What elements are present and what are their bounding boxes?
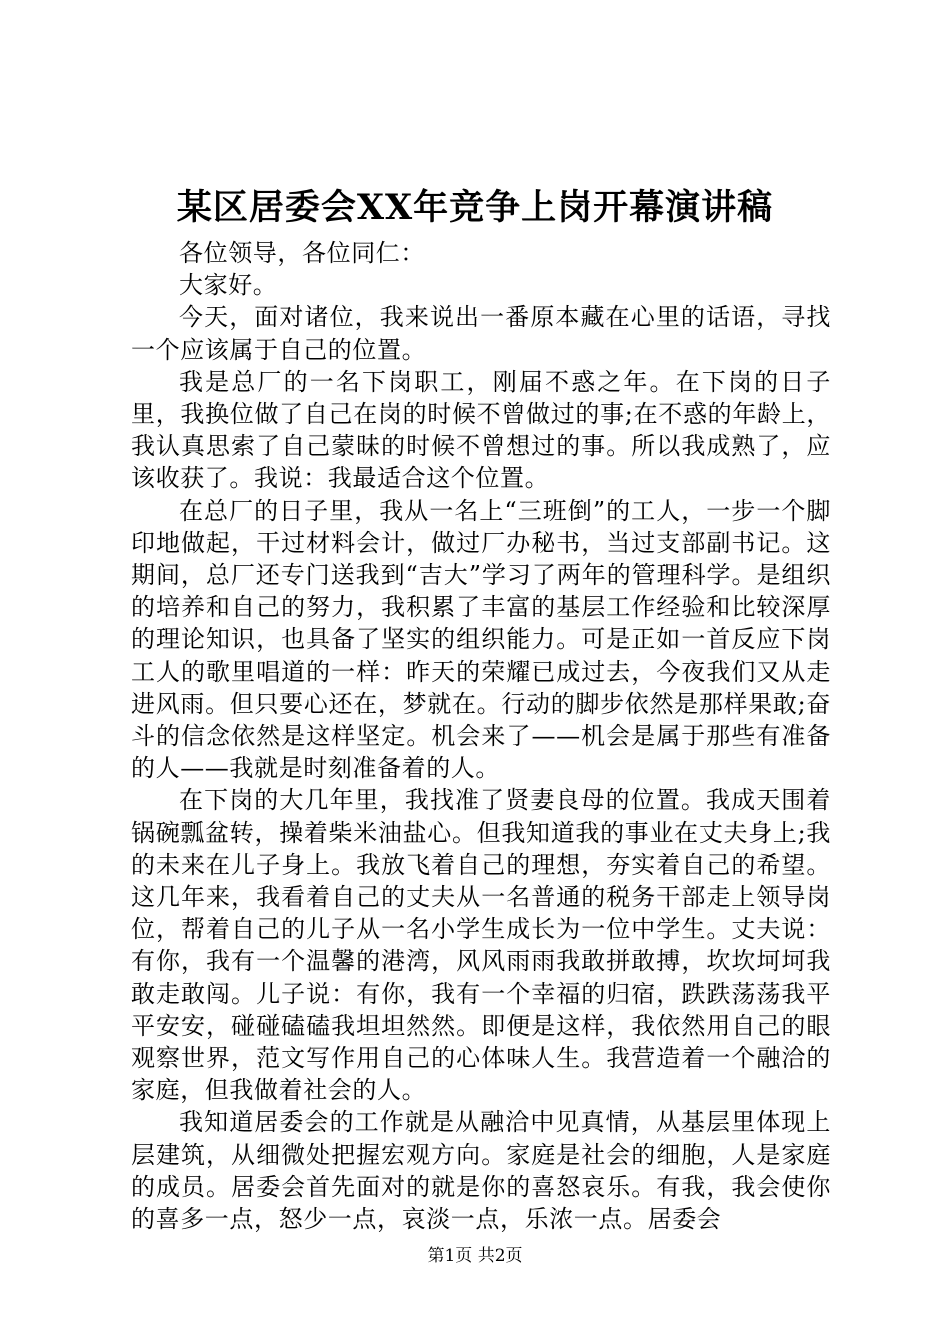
body-paragraph: 在下岗的大几年里，我找准了贤妻良母的位置。我成天围着锅碗瓢盆转，操着柴米油盐心。但我知道我的事业在丈夫身上;我的未来在儿子身上。我放飞着自己的理想，夯实着自己的希望。这几年来，我看着自己的丈夫从一名普通的税务干部走上领导岗位，帮着自己的儿子从一名小学生成长为一位中学生。丈夫说：有你，我有一个温馨的港湾，风风雨雨我敢拼敢搏，坎坎坷坷我敢走敢闯。儿子说：有你，我有一个幸福的归宿，跌跌荡荡我平平安安，碰碰磕磕我坦坦然然。即便是这样，我依然用自己的眼观察世界，范文写作用自己的心体味人生。我营造着一个融洽的家庭，但我做着社会的人。 bbox=[131, 786, 831, 1105]
body-paragraph: 在总厂的日子里，我从一名上“三班倒”的工人，一步一个脚印地做起，干过材料会计，做过厂办秘书，当过支部副书记。这期间，总厂还专门送我到“吉大”学习了两年的管理科学。是组织的培养和自己的努力，我积累了丰富的基层工作经验和比较深厚的理论知识，也具备了坚实的组织能力。可是正如一首反应下岗工人的歌里唱道的一样：昨天的荣耀已成过去，今夜我们又从走进风雨。但只要心还在，梦就在。行动的脚步依然是那样果敢;奋斗的信念依然是这样坚定。机会来了——机会是属于那些有准备的人——我就是时刻准备着的人。 bbox=[131, 496, 831, 783]
body-paragraph: 今天，面对诸位，我来说出一番原本藏在心里的话语，寻找一个应该属于自己的位置。 bbox=[131, 303, 831, 364]
greeting-paragraph: 大家好。 bbox=[179, 271, 278, 300]
body-paragraph: 我知道居委会的工作就是从融洽中见真情，从基层里体现上层建筑，从细微处把握宏观方向。家庭是社会的细胞，人是家庭的成员。居委会首先面对的就是你的喜怒哀乐。有我，我会使你的喜多一点，怒少一点，哀淡一点，乐浓一点。居委会 bbox=[131, 1108, 831, 1234]
document-body bbox=[131, 237, 831, 1235]
document-title: 某区居委会XX年竞争上岗开幕演讲稿 bbox=[176, 187, 774, 228]
body-paragraph: 我是总厂的一名下岗职工，刚届不惑之年。在下岗的日子里，我换位做了自己在岗的时候不曾做过的事;在不惑的年龄上，我认真思索了自己蒙昧的时候不曾想过的事。所以我成熟了，应该收获了。我说：我最适合这个位置。 bbox=[131, 367, 831, 493]
page-footer: 第1页 共2页 bbox=[427, 1246, 523, 1266]
salutation-paragraph: 各位领导，各位同仁： bbox=[179, 239, 425, 267]
